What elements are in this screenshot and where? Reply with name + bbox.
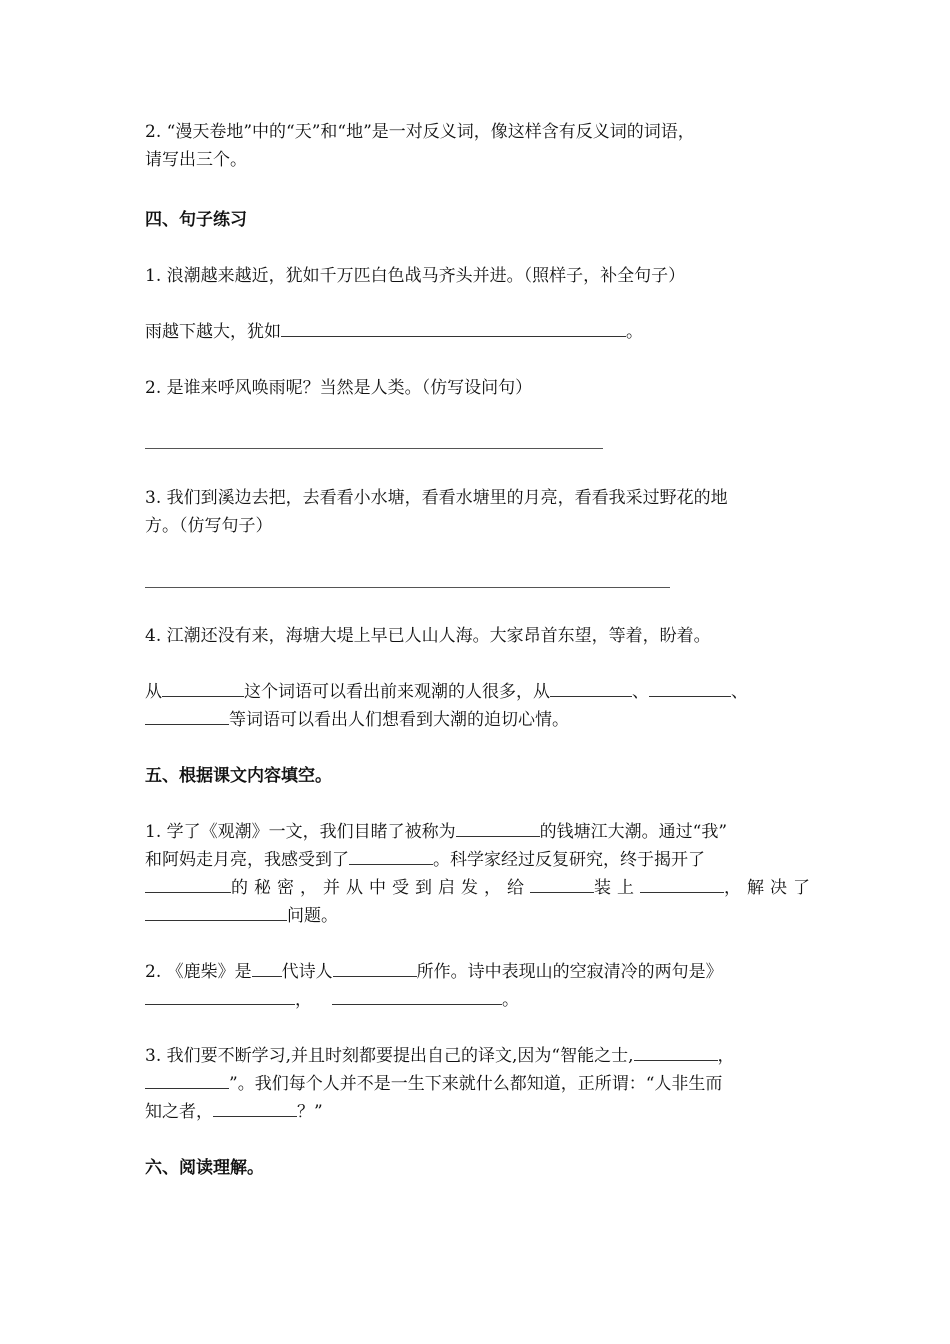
sentence-question-1-fill bbox=[145, 318, 643, 346]
answer-blank[interactable] bbox=[162, 678, 244, 697]
section-heading-5: 五、根据课文内容填空。 bbox=[145, 766, 332, 786]
fill-text: ，解决了 bbox=[724, 878, 816, 898]
answer-blank[interactable] bbox=[332, 986, 502, 1005]
fill-text: 装上 bbox=[594, 878, 640, 898]
fill-question-1-line2 bbox=[145, 846, 705, 874]
separator: 、 bbox=[731, 682, 748, 702]
section-heading-4: 四、句子练习 bbox=[145, 210, 247, 230]
question-antonym-line1: 2. “漫天卷地”中的“天”和“地”是一对反义词，像这样含有反义词的词语， bbox=[145, 122, 695, 142]
answer-blank[interactable] bbox=[550, 678, 632, 697]
fill-text: 知之者， bbox=[145, 1102, 213, 1122]
fill-text: ， bbox=[717, 1046, 735, 1066]
fill-text: 从 bbox=[145, 682, 162, 702]
sentence-question-1: 1. 浪潮越来越近，犹如千万匹白色战马齐头并进。（照样子，补全句子） bbox=[145, 266, 686, 286]
answer-line[interactable] bbox=[145, 587, 670, 588]
fill-question-1-line3 bbox=[145, 874, 816, 902]
fill-text: 。科学家经过反复研究，终于揭开了 bbox=[433, 850, 705, 870]
answer-line[interactable] bbox=[145, 448, 603, 449]
fill-text: 问题。 bbox=[287, 906, 338, 926]
fill-suffix: 。 bbox=[626, 322, 643, 342]
fill-text: 的秘密，并从中受到启发，给 bbox=[231, 878, 530, 898]
fill-text: 这个词语可以看出前来观潮的人很多，从 bbox=[244, 682, 550, 702]
answer-blank[interactable] bbox=[145, 986, 295, 1005]
fill-text: 和阿妈走月亮，我感受到了 bbox=[145, 850, 349, 870]
fill-text: 3. 我们要不断学习,并且时刻都要提出自己的译文,因为“智能之士, bbox=[145, 1046, 634, 1066]
fill-question-1-line1 bbox=[145, 818, 727, 846]
sentence-question-4-fill-line2 bbox=[145, 706, 569, 734]
fill-question-2-line1 bbox=[145, 958, 723, 986]
answer-blank[interactable] bbox=[333, 958, 417, 977]
question-antonym-line2: 请写出三个。 bbox=[145, 150, 247, 170]
answer-blank[interactable] bbox=[213, 1098, 297, 1117]
answer-blank[interactable] bbox=[456, 818, 540, 837]
sentence-question-3-line1: 3. 我们到溪边去把，去看看小水塘，看看水塘里的月亮，看看我采过野花的地 bbox=[145, 488, 728, 508]
fill-text: ？” bbox=[297, 1102, 323, 1122]
fill-text: 代诗人 bbox=[281, 962, 333, 982]
fill-text: 2. 《鹿柴》是 bbox=[145, 962, 252, 982]
answer-blank[interactable] bbox=[145, 706, 229, 725]
sentence-question-3-line2: 方。（仿写句子） bbox=[145, 516, 273, 536]
fill-question-3-line2 bbox=[145, 1070, 722, 1098]
fill-text: ， bbox=[295, 990, 312, 1010]
fill-question-3-line3 bbox=[145, 1098, 323, 1126]
fill-text: 1. 学了《观潮》一文，我们目睹了被称为 bbox=[145, 822, 456, 842]
answer-blank[interactable] bbox=[530, 874, 594, 893]
separator: 、 bbox=[632, 682, 649, 702]
fill-prefix: 雨越下越大，犹如 bbox=[145, 322, 281, 342]
fill-text: 所作。诗中表现山的空寂清冷的两句是》 bbox=[416, 962, 723, 982]
fill-text: 的钱塘江大潮。通过“我” bbox=[539, 822, 728, 842]
answer-blank[interactable] bbox=[649, 678, 731, 697]
answer-blank[interactable] bbox=[349, 846, 433, 865]
answer-blank[interactable] bbox=[145, 874, 231, 893]
answer-blank[interactable] bbox=[640, 874, 724, 893]
fill-text: ”。我们每个人并不是一生下来就什么都知道，正所谓：“人非生而 bbox=[229, 1074, 723, 1094]
fill-question-3-line1 bbox=[145, 1042, 735, 1070]
answer-blank[interactable] bbox=[252, 958, 282, 977]
fill-question-1-line4 bbox=[145, 902, 338, 930]
fill-text: 等词语可以看出人们想看到大潮的迫切心情。 bbox=[229, 710, 569, 730]
answer-blank[interactable] bbox=[634, 1042, 718, 1061]
sentence-question-4-fill-line1 bbox=[145, 678, 748, 706]
sentence-question-2: 2. 是谁来呼风唤雨呢？当然是人类。（仿写设问句） bbox=[145, 378, 533, 398]
answer-blank[interactable] bbox=[145, 902, 287, 921]
section-heading-6: 六、阅读理解。 bbox=[145, 1158, 264, 1178]
answer-blank[interactable] bbox=[281, 318, 626, 337]
sentence-question-4: 4. 江潮还没有来，海塘大堤上早已人山人海。大家昂首东望，等着，盼着。 bbox=[145, 626, 711, 646]
fill-text: 。 bbox=[502, 990, 519, 1010]
fill-question-2-line2 bbox=[145, 986, 519, 1014]
answer-blank[interactable] bbox=[145, 1070, 229, 1089]
